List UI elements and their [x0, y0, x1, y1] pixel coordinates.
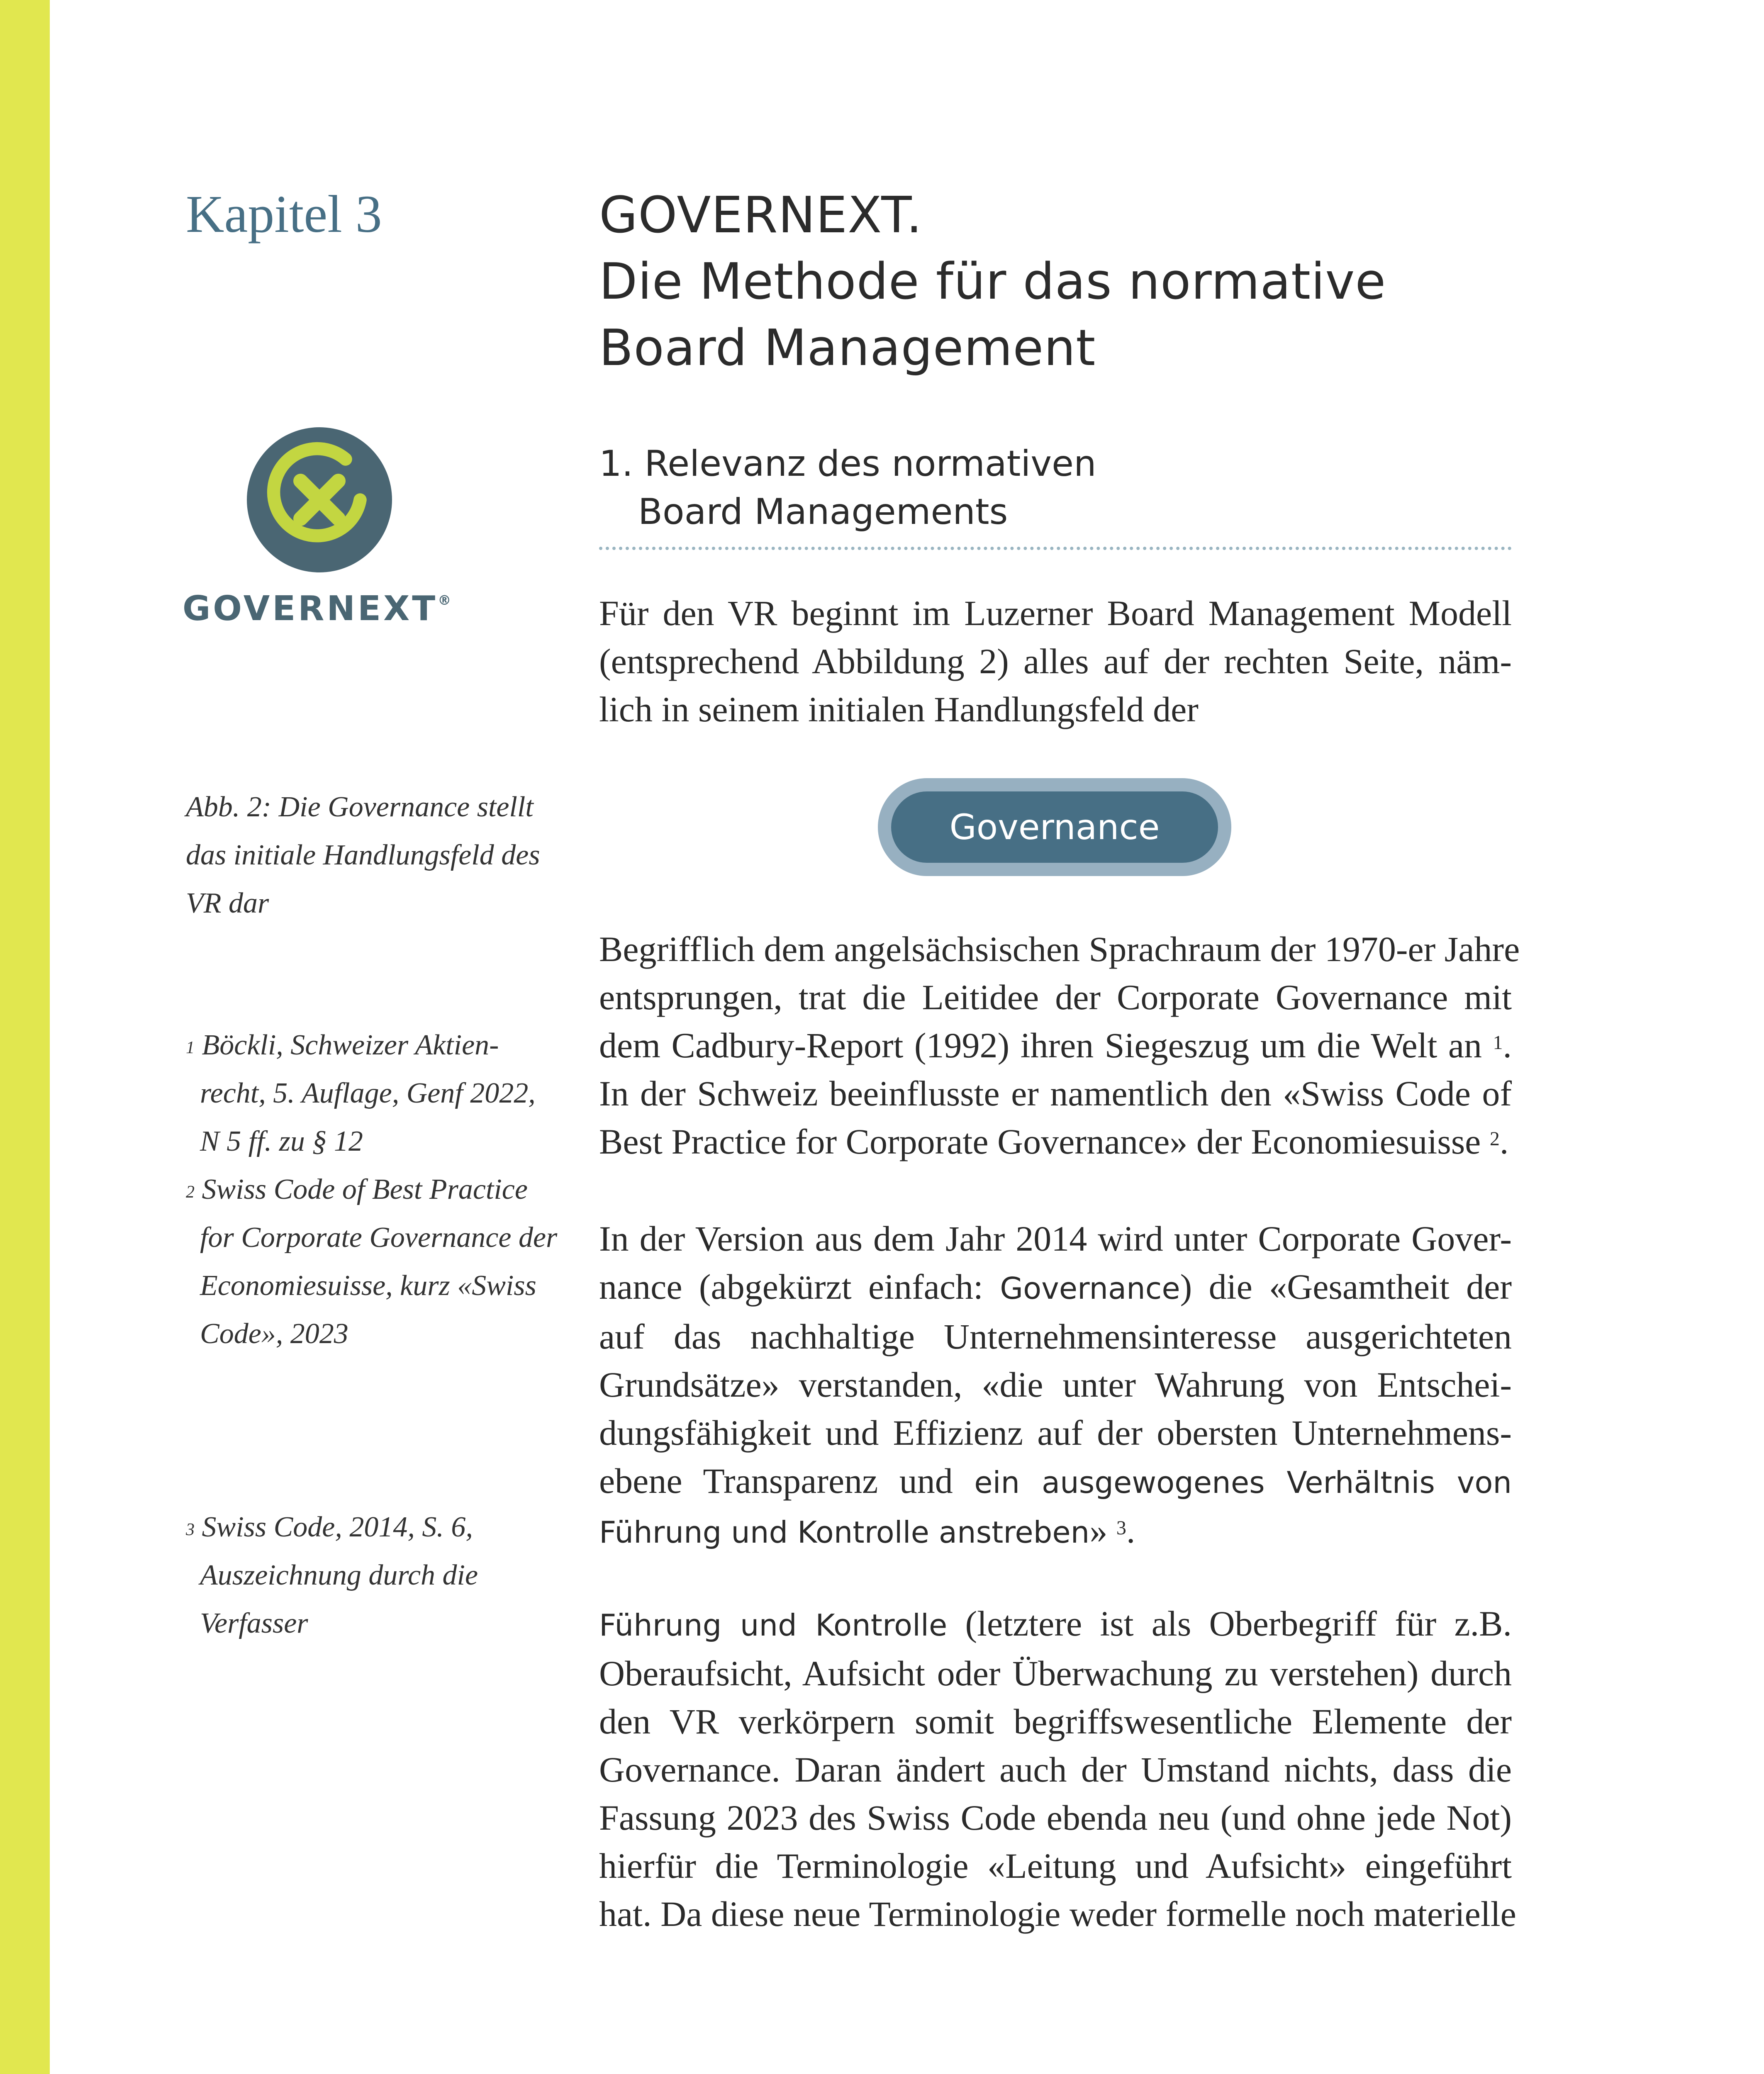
footnote-line	[186, 1021, 559, 1069]
footnote-line: N 5 ff. zu § 12	[200, 1125, 363, 1157]
section-heading-line: Board Managements	[638, 491, 1008, 533]
paragraph-line: entsprungen, trat die Leitidee der Corporate Governance mit	[599, 977, 1512, 1017]
paragraph-line: Fassung 2023 des Swiss Code ebenda neu (und ohne jede Not)	[599, 1798, 1512, 1838]
governext-logo-icon	[247, 427, 392, 572]
footnote-text: Swiss Code of Best Practice	[202, 1173, 528, 1205]
governext-wordmark	[183, 589, 481, 628]
punctuation: .	[1499, 1122, 1509, 1161]
footnote-line	[186, 1166, 559, 1214]
paragraph-history	[599, 925, 1520, 1166]
emphasis-term: Führung und Kontrolle anstreben	[599, 1515, 1090, 1550]
figure-caption	[186, 783, 559, 927]
registered-mark: ®	[438, 592, 451, 608]
governext-wordmark-text: GOVERNEXT	[183, 589, 438, 628]
paragraph-line	[599, 1021, 1512, 1069]
caption-line: das initiale Handlungsfeld des	[186, 839, 540, 871]
footnote-line: Auszeichnung durch die	[200, 1559, 478, 1591]
section-heading-line: 1. Relevanz des normativen	[599, 443, 1096, 484]
paragraph-line	[599, 1457, 1512, 1507]
footnote-line: Code», 2023	[200, 1318, 348, 1350]
footnote-text: Swiss Code, 2014, S. 6,	[202, 1511, 473, 1543]
paragraph-leadership	[599, 1599, 1516, 1938]
paragraph-line: hat. Da diese neue Terminologie weder formelle noch materielle	[599, 1894, 1516, 1934]
footnote-ref: 3	[1116, 1517, 1126, 1539]
dotted-divider	[599, 547, 1512, 550]
paragraph-line: auf das nachhaltige Unternehmensinteresse ausgerichteten	[599, 1317, 1512, 1356]
footnote-3	[186, 1503, 559, 1648]
footnote-number: 2	[186, 1183, 195, 1202]
footnote-number: 3	[186, 1520, 195, 1539]
paragraph-line: Für den VR beginnt im Luzerner Board Management Modell	[599, 593, 1512, 633]
paragraph-line-text: »	[1089, 1511, 1108, 1551]
emphasis-term: Führung und Kontrolle	[599, 1608, 948, 1643]
footnote-line: recht, 5. Auflage, Genf 2022,	[200, 1077, 536, 1109]
paragraph-line: Governance. Daran ändert auch der Umstand nichts, dass die	[599, 1750, 1512, 1789]
paragraph-line-text: (letztere ist als Oberbegriff für z.B.	[947, 1604, 1512, 1643]
footnote-text: Böckli, Schweizer Aktien-	[202, 1029, 499, 1061]
paragraph-line-text: dem Cadbury-Report (1992) ihren Siegeszug um die Welt an	[599, 1025, 1482, 1065]
governance-pill: Governance	[891, 791, 1218, 863]
accent-bar	[0, 0, 50, 2074]
footnote-ref: 2	[1489, 1128, 1500, 1150]
paragraph-line: Begrifflich dem angelsächsischen Sprachraum der 1970-er Jahre	[599, 929, 1520, 969]
footnote-ref: 1	[1493, 1032, 1503, 1054]
paragraph-line-text: ebene Transparenz und	[599, 1461, 975, 1501]
footnotes-1-2	[186, 1021, 559, 1358]
chapter-title-line: Board Management	[599, 319, 1096, 377]
emphasis-term: Governance	[1000, 1271, 1180, 1306]
paragraph-line: In der Schweiz beeinflusste er namentlich den «Swiss Code of	[599, 1074, 1512, 1113]
paragraph-line-text: ) die «Gesamtheit der	[1180, 1267, 1512, 1307]
paragraph-line	[599, 1507, 1512, 1556]
paragraph-line	[599, 1117, 1512, 1166]
paragraph-line: hierfür die Terminologie «Leitung und Aufsicht» eingeführt	[599, 1846, 1512, 1886]
paragraph-intro	[599, 589, 1512, 733]
chapter-label: Kapitel 3	[186, 185, 382, 243]
paragraph-line-text: nance (abgekürzt einfach:	[599, 1267, 1000, 1307]
caption-line: VR dar	[186, 887, 269, 919]
punctuation: .	[1503, 1025, 1512, 1065]
paragraph-line: Grundsätze» verstanden, «die unter Wahrung von Entschei-	[599, 1365, 1512, 1405]
paragraph-line: Oberaufsicht, Aufsicht oder Überwachung zu verstehen) durch	[599, 1653, 1512, 1693]
paragraph-line: lich in seinem initialen Handlungsfeld der	[599, 689, 1199, 729]
paragraph-line	[599, 1263, 1512, 1312]
paragraph-line	[599, 1599, 1512, 1649]
footnote-line	[186, 1503, 559, 1551]
section-heading	[599, 440, 1512, 536]
footnote-number: 1	[186, 1038, 195, 1057]
chapter-title	[599, 183, 1533, 382]
emphasis-term: ein ausgewogenes Verhältnis von	[974, 1465, 1512, 1500]
footnote-line: Economiesuisse, kurz «Swiss	[200, 1270, 536, 1302]
paragraph-line: (entsprechend Abbildung 2) alles auf der rechten Seite, näm-	[599, 641, 1512, 681]
caption-line: Abb. 2: Die Governance stellt	[186, 791, 534, 823]
punctuation: .	[1126, 1511, 1135, 1551]
chapter-title-line: GOVERNEXT.	[599, 187, 923, 244]
footnote-line: Verfasser	[200, 1607, 308, 1639]
footnote-line: for Corporate Governance der	[200, 1222, 558, 1254]
paragraph-definition	[599, 1215, 1512, 1556]
paragraph-line: In der Version aus dem Jahr 2014 wird unter Corporate Gover-	[599, 1219, 1512, 1259]
paragraph-line: den VR verkörpern somit begriffswesentliche Elemente der	[599, 1702, 1512, 1741]
paragraph-line-text: Best Practice for Corporate Governance» der Economiesuisse	[599, 1122, 1481, 1161]
governance-pill-frame	[878, 778, 1231, 876]
paragraph-line: dungsfähigkeit und Effizienz auf der obersten Unternehmens-	[599, 1413, 1512, 1453]
chapter-title-line: Die Methode für das normative	[599, 253, 1386, 311]
